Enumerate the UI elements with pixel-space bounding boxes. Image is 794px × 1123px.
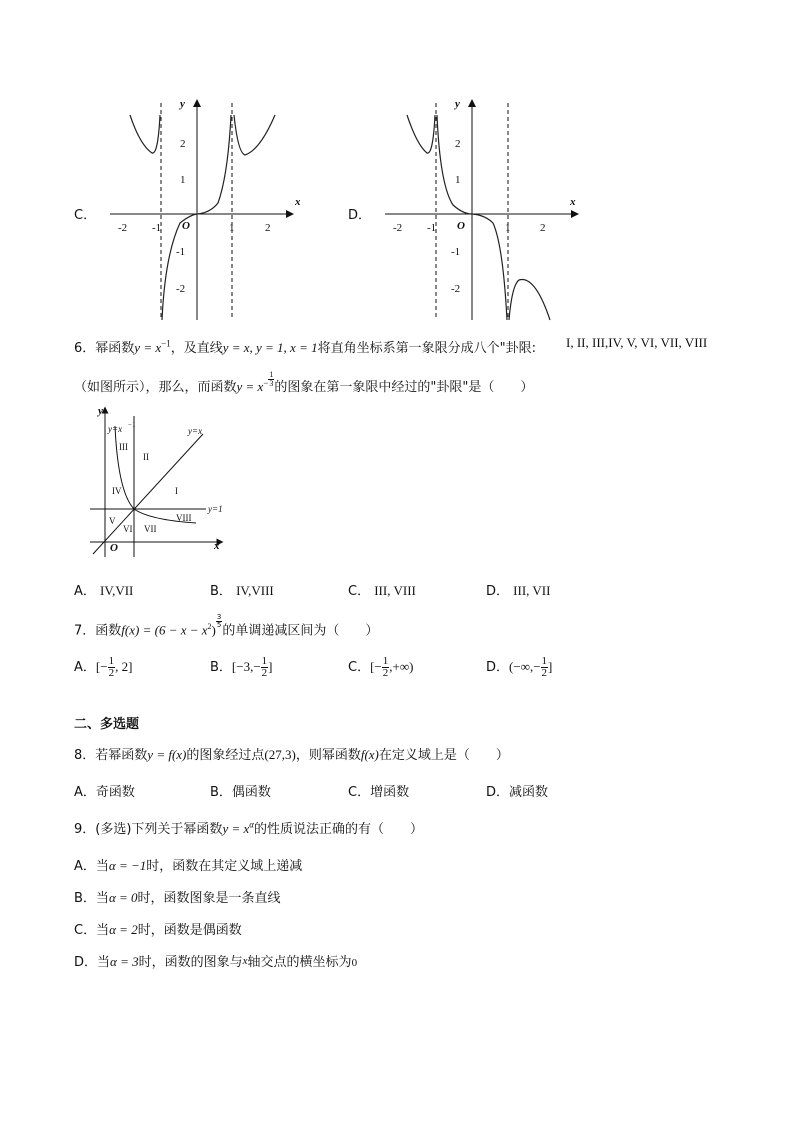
line-label: y=x xyxy=(188,426,203,436)
tick-x: -2 xyxy=(118,222,128,234)
curve-label: y=x xyxy=(108,424,123,434)
question-number: 6． xyxy=(74,341,96,356)
region-label: IV xyxy=(112,486,122,496)
q7-option-c[interactable]: C．[− $\frac{1}{2}$ ,+∞) xyxy=(348,655,414,679)
y-label: y xyxy=(98,405,103,417)
tick-y: -2 xyxy=(451,283,461,295)
tick-x: 2 xyxy=(265,222,271,234)
origin-label: O xyxy=(457,220,465,232)
tick-x: 1 xyxy=(505,222,511,234)
hline-label: y=1 xyxy=(208,504,223,514)
tick-x: 2 xyxy=(540,222,546,234)
question-9: 9．(多选)下列关于幂函数$y = x^\alpha$的性质说法正确的有（ ） xyxy=(74,819,423,837)
q6-option-c[interactable]: C． III, VIII xyxy=(348,583,416,599)
q6-option-a[interactable]: A． IV,VII xyxy=(74,583,134,599)
region-label: II xyxy=(143,452,149,462)
curve-right-upper xyxy=(234,115,275,155)
q8-option-b[interactable]: B．偶函数 xyxy=(210,785,271,800)
tick-y: 1 xyxy=(455,174,461,186)
option-c-label: C． xyxy=(74,208,97,223)
octant-figure xyxy=(88,402,248,562)
tick-x: -1 xyxy=(427,222,437,234)
region-label: VI xyxy=(123,524,133,534)
q8-option-d[interactable]: D．减函数 xyxy=(486,785,549,800)
region-label: I xyxy=(175,486,178,496)
q8-option-a[interactable]: A．奇函数 xyxy=(74,785,135,800)
curve-label-exp: −1 xyxy=(128,421,136,429)
tick-x: 1 xyxy=(229,222,235,234)
q8-option-c[interactable]: C．增函数 xyxy=(348,785,410,800)
x-label: x xyxy=(295,196,300,208)
region-label: VIII xyxy=(176,513,192,523)
tick-y: 2 xyxy=(455,138,461,150)
question-6-line-2: （如图所示），那么，而函数$y = x^{- \frac{1}{3}}$ 的图象在第一象限中经过的"卦限"是（ ） xyxy=(74,369,534,395)
region-label: III xyxy=(119,442,128,452)
question-number: 7． xyxy=(74,623,96,639)
curve-right-lower xyxy=(509,280,550,321)
tick-y: -1 xyxy=(451,246,461,258)
y-label: y xyxy=(180,98,185,110)
q9-option-a[interactable]: A．当α = −1时，函数在其定义域上递减 xyxy=(74,858,303,874)
option-d-label: D． xyxy=(348,208,372,223)
region-label: VII xyxy=(144,524,157,534)
origin-label: O xyxy=(110,542,118,554)
x-label: x xyxy=(214,540,220,552)
graph-option-c xyxy=(110,95,300,325)
question-8: 8．若幂函数y = f(x)的图象经过点(27,3)，则幂函数f(x)在定义域上是（ ） xyxy=(74,747,509,763)
tick-x: -2 xyxy=(393,222,403,234)
region-label: V xyxy=(109,516,116,526)
region-list: I, II, III,IV, V, VI, VII, VIII xyxy=(566,335,708,350)
question-6-line-1: 6．幂函数$y = x^{-1}$，及直线y = x, y = 1, x = 1将直角坐标系第一象限分成八个"卦限: xyxy=(74,338,536,356)
origin-label: O xyxy=(182,220,190,232)
question-7: 7．函数$f(x) = (6 - x - x^2)$ $^{\frac{3}{5}}$ 的单调递减区间为（ ） xyxy=(74,612,379,639)
tick-y: -1 xyxy=(176,246,186,258)
curve-left-upper xyxy=(130,115,160,153)
x-label: x xyxy=(570,196,576,208)
question-number: 9． xyxy=(74,822,96,837)
q7-option-d[interactable]: D．(−∞,− $\frac{1}{2}$ ] xyxy=(486,655,553,679)
curve-inverse xyxy=(115,426,196,523)
graph-option-d xyxy=(385,95,585,325)
q9-option-d[interactable]: D．当α = 3时，函数的图象与x轴交点的横坐标为0 xyxy=(74,954,358,970)
tick-y: 1 xyxy=(180,174,186,186)
q6-option-d[interactable]: D． III, VII xyxy=(486,583,551,599)
section-heading: 二、多选题 xyxy=(74,717,140,732)
curve-left-upper xyxy=(407,115,435,153)
q6-option-b[interactable]: B． IV,VIII xyxy=(210,583,274,599)
tick-x: -1 xyxy=(152,222,162,234)
q7-option-b[interactable]: B．[−3,− $\frac{1}{2}$ ] xyxy=(210,655,273,679)
question-number: 8． xyxy=(74,748,96,763)
y-label: y xyxy=(455,98,460,110)
q7-option-a[interactable]: A．[− $\frac{1}{2}$ , 2] xyxy=(74,655,133,679)
q9-option-b[interactable]: B．当α = 0时，函数图象是一条直线 xyxy=(74,890,281,906)
tick-y: -2 xyxy=(176,283,186,295)
q9-option-c[interactable]: C．当α = 2时，函数是偶函数 xyxy=(74,922,242,938)
tick-y: 2 xyxy=(180,138,186,150)
